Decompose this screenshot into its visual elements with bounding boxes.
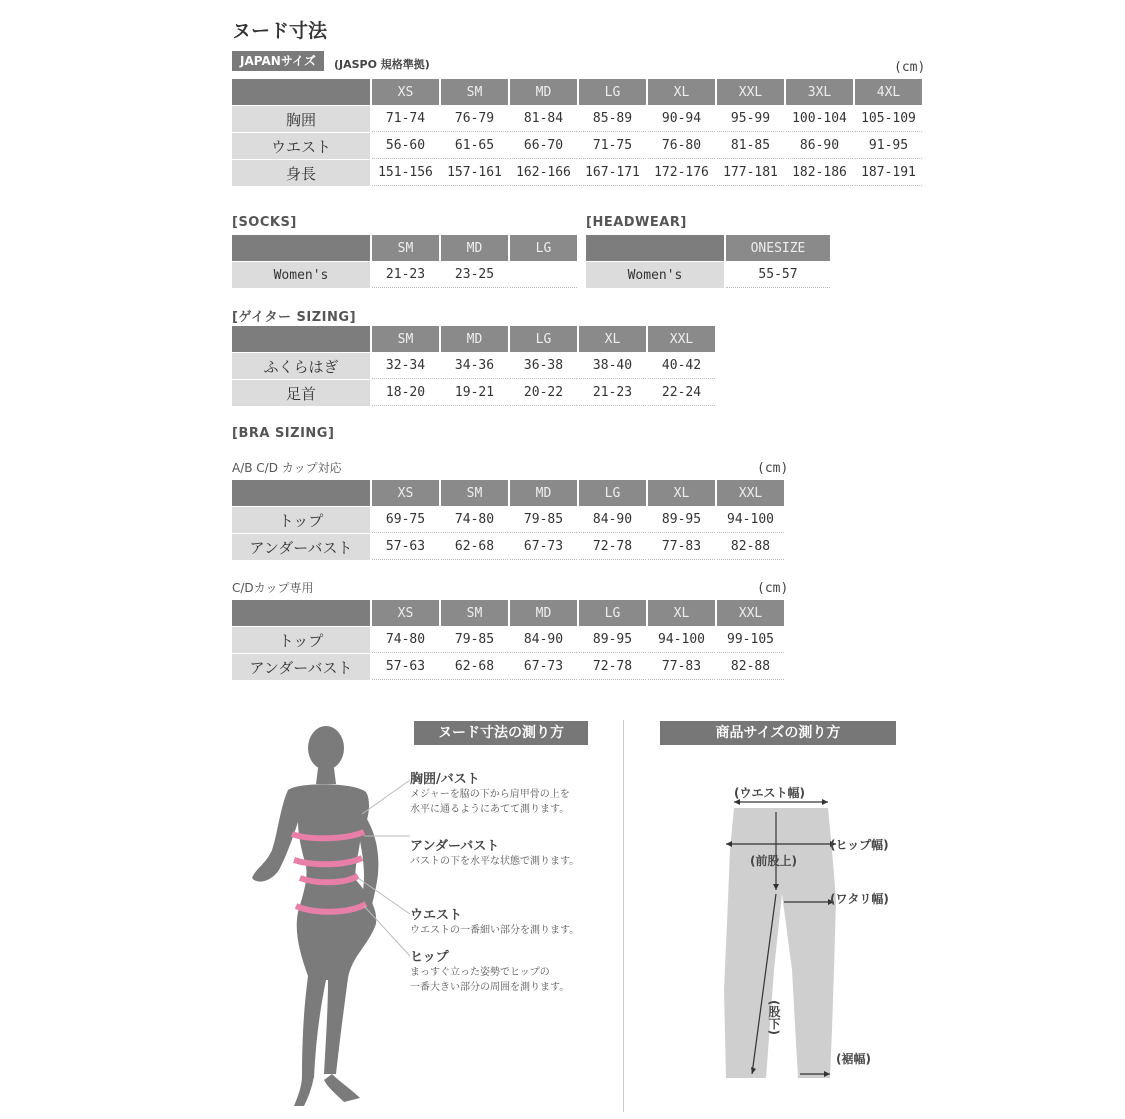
- table-cell: 177-181: [717, 159, 784, 186]
- corner-cell: [232, 480, 370, 506]
- pants-label-hip: (ヒップ幅): [830, 838, 889, 852]
- corner-cell: [232, 79, 370, 105]
- size-header: MD: [510, 480, 577, 506]
- row-label: トップ: [232, 506, 370, 533]
- table-cell: 79-85: [510, 506, 577, 533]
- size-header: 3XL: [786, 79, 853, 105]
- table-cell: 40-42: [648, 352, 715, 379]
- table-cell: 82-88: [717, 533, 784, 560]
- table-cell: 71-75: [579, 132, 646, 159]
- table-cell: 61-65: [441, 132, 508, 159]
- table-cell: 76-79: [441, 105, 508, 132]
- pants-label-thigh: (ワタリ幅): [830, 892, 889, 906]
- jaspo-note: (JASPO 規格準拠): [334, 58, 430, 71]
- pants-diagram: [700, 790, 920, 1090]
- table-cell: 77-83: [648, 533, 715, 560]
- size-header: SM: [372, 326, 439, 352]
- pants-label-hem: (裾幅): [836, 1052, 871, 1066]
- row-label: アンダーバスト: [232, 653, 370, 680]
- size-header: XXL: [717, 79, 784, 105]
- table-cell: 90-94: [648, 105, 715, 132]
- guide-heading: ウエスト: [410, 908, 463, 923]
- size-header: SM: [441, 480, 508, 506]
- bra-unit-2: (cm): [757, 581, 789, 596]
- product-measure-title: 商品サイズの測り方: [660, 721, 896, 745]
- table-cell: 32-34: [372, 352, 439, 379]
- size-header: LG: [579, 480, 646, 506]
- bra-table-ab-cd: [230, 480, 786, 560]
- guide-item-bust: [410, 768, 620, 817]
- table-cell: 85-89: [579, 105, 646, 132]
- row-label: Women's: [586, 261, 724, 288]
- table-cell: 84-90: [510, 626, 577, 653]
- table-cell: 57-63: [372, 653, 439, 680]
- guide-description: ウエストの一番細い部分を測ります。: [410, 925, 580, 936]
- corner-cell: [232, 326, 370, 352]
- size-header: 4XL: [855, 79, 922, 105]
- table-cell: 72-78: [579, 533, 646, 560]
- corner-cell: [232, 235, 370, 261]
- table-cell: 157-161: [441, 159, 508, 186]
- guide-description: メジャーを脇の下から肩甲骨の上を 水平に通るようにあてて測ります。: [410, 789, 570, 815]
- table-row: [232, 352, 715, 379]
- row-label: ふくらはぎ: [232, 352, 370, 379]
- table-cell: 34-36: [441, 352, 508, 379]
- table-cell: 172-176: [648, 159, 715, 186]
- table-cell: 187-191: [855, 159, 922, 186]
- table-row: [586, 261, 830, 288]
- page-title: ヌード寸法: [232, 20, 328, 42]
- table-cell: 95-99: [717, 105, 784, 132]
- bra-table-cd: [230, 600, 786, 680]
- row-label: トップ: [232, 626, 370, 653]
- guide-item-hip: [410, 946, 620, 995]
- table-cell: 62-68: [441, 533, 508, 560]
- row-label: ウエスト: [232, 132, 370, 159]
- table-cell: 71-74: [372, 105, 439, 132]
- bra-subtitle-cd: C/Dカップ専用: [232, 581, 314, 595]
- table-row: [232, 105, 922, 132]
- table-cell: 82-88: [717, 653, 784, 680]
- guide-item-waist: [410, 904, 620, 938]
- table-cell: 74-80: [372, 626, 439, 653]
- size-header: SM: [441, 79, 508, 105]
- japan-unit: (cm): [894, 60, 926, 75]
- table-cell: 77-83: [648, 653, 715, 680]
- table-cell: 72-78: [579, 653, 646, 680]
- table-cell: 182-186: [786, 159, 853, 186]
- socks-table: [230, 235, 579, 288]
- row-label: 身長: [232, 159, 370, 186]
- size-header: MD: [441, 235, 508, 261]
- table-cell: 89-95: [579, 626, 646, 653]
- table-cell: 99-105: [717, 626, 784, 653]
- table-cell: 91-95: [855, 132, 922, 159]
- guide-item-underbust: [410, 835, 620, 869]
- row-label: 足首: [232, 379, 370, 406]
- table-cell: 38-40: [579, 352, 646, 379]
- guide-heading: アンダーバスト: [410, 839, 500, 854]
- guide-description: まっすぐ立った姿勢でヒップの 一番大きい部分の周囲を測ります。: [410, 967, 570, 993]
- table-cell: 69-75: [372, 506, 439, 533]
- size-header: XS: [372, 79, 439, 105]
- table-cell: 74-80: [441, 506, 508, 533]
- table-cell: 84-90: [579, 506, 646, 533]
- table-row: [232, 132, 922, 159]
- headwear-heading: [HEADWEAR]: [586, 215, 687, 230]
- female-figure-illustration: [228, 718, 428, 1114]
- japan-size-table: [230, 79, 924, 186]
- table-cell: 56-60: [372, 132, 439, 159]
- table-row: [232, 379, 715, 406]
- size-header: XS: [372, 480, 439, 506]
- table-cell: 76-80: [648, 132, 715, 159]
- corner-cell: [586, 235, 724, 261]
- size-header: LG: [579, 600, 646, 626]
- table-cell: 19-21: [441, 379, 508, 406]
- table-cell: 94-100: [648, 626, 715, 653]
- table-cell: 36-38: [510, 352, 577, 379]
- table-row: [232, 159, 922, 186]
- row-label: 胸囲: [232, 105, 370, 132]
- size-header: XXL: [717, 480, 784, 506]
- table-cell: 167-171: [579, 159, 646, 186]
- table-row: [232, 506, 784, 533]
- headwear-table: [584, 235, 832, 288]
- gaiter-heading: [ゲイター SIZING]: [232, 310, 357, 325]
- japan-size-badge: JAPANサイズ: [232, 51, 324, 71]
- table-cell: 81-84: [510, 105, 577, 132]
- table-cell: 151-156: [372, 159, 439, 186]
- size-header: XL: [648, 600, 715, 626]
- bra-unit-1: (cm): [757, 461, 789, 476]
- bra-subtitle-ab-cd: A/B C/D カップ対応: [232, 461, 342, 475]
- socks-heading: [SOCKS]: [232, 215, 297, 230]
- size-header: XS: [372, 600, 439, 626]
- size-header: MD: [510, 600, 577, 626]
- size-header: MD: [510, 79, 577, 105]
- corner-cell: [232, 600, 370, 626]
- table-cell: 20-22: [510, 379, 577, 406]
- table-cell: 89-95: [648, 506, 715, 533]
- table-cell: 100-104: [786, 105, 853, 132]
- row-label: アンダーバスト: [232, 533, 370, 560]
- size-header: MD: [441, 326, 508, 352]
- size-header: LG: [510, 326, 577, 352]
- pants-label-rise: (前股上): [750, 854, 797, 868]
- table-cell: 162-166: [510, 159, 577, 186]
- table-cell: 81-85: [717, 132, 784, 159]
- table-cell: 105-109: [855, 105, 922, 132]
- table-row: [232, 653, 784, 680]
- table-cell: 22-24: [648, 379, 715, 406]
- size-header: ONESIZE: [726, 235, 830, 261]
- size-header: XL: [648, 480, 715, 506]
- size-header: SM: [441, 600, 508, 626]
- table-cell: 94-100: [717, 506, 784, 533]
- size-header: XXL: [648, 326, 715, 352]
- guide-heading: 胸囲/バスト: [410, 772, 480, 787]
- table-cell: 21-23: [372, 261, 439, 288]
- gaiter-table: [230, 326, 717, 406]
- table-row: [232, 626, 784, 653]
- row-label: Women's: [232, 261, 370, 288]
- table-row: [232, 261, 577, 288]
- guide-description: バストの下を水平な状態で測ります。: [410, 856, 580, 867]
- table-cell: 62-68: [441, 653, 508, 680]
- size-header: LG: [510, 235, 577, 261]
- table-cell: 67-73: [510, 653, 577, 680]
- bra-heading: [BRA SIZING]: [232, 426, 335, 441]
- pants-label-waist: (ウエスト幅): [734, 786, 805, 800]
- table-cell: 79-85: [441, 626, 508, 653]
- table-cell: 57-63: [372, 533, 439, 560]
- table-row: [232, 533, 784, 560]
- table-cell: 86-90: [786, 132, 853, 159]
- nude-measure-title: ヌード寸法の測り方: [414, 721, 588, 745]
- table-cell: 23-25: [441, 261, 508, 288]
- guide-heading: ヒップ: [410, 950, 449, 965]
- pants-label-inseam: (股下): [767, 1000, 781, 1035]
- size-header: XXL: [717, 600, 784, 626]
- size-header: SM: [372, 235, 439, 261]
- table-cell: 55-57: [726, 261, 830, 288]
- size-header: XL: [579, 326, 646, 352]
- table-cell: 66-70: [510, 132, 577, 159]
- table-cell: 67-73: [510, 533, 577, 560]
- table-cell: 18-20: [372, 379, 439, 406]
- size-header: XL: [648, 79, 715, 105]
- table-cell-empty: [510, 261, 577, 288]
- divider: [623, 720, 624, 1112]
- table-cell: 21-23: [579, 379, 646, 406]
- size-header: LG: [579, 79, 646, 105]
